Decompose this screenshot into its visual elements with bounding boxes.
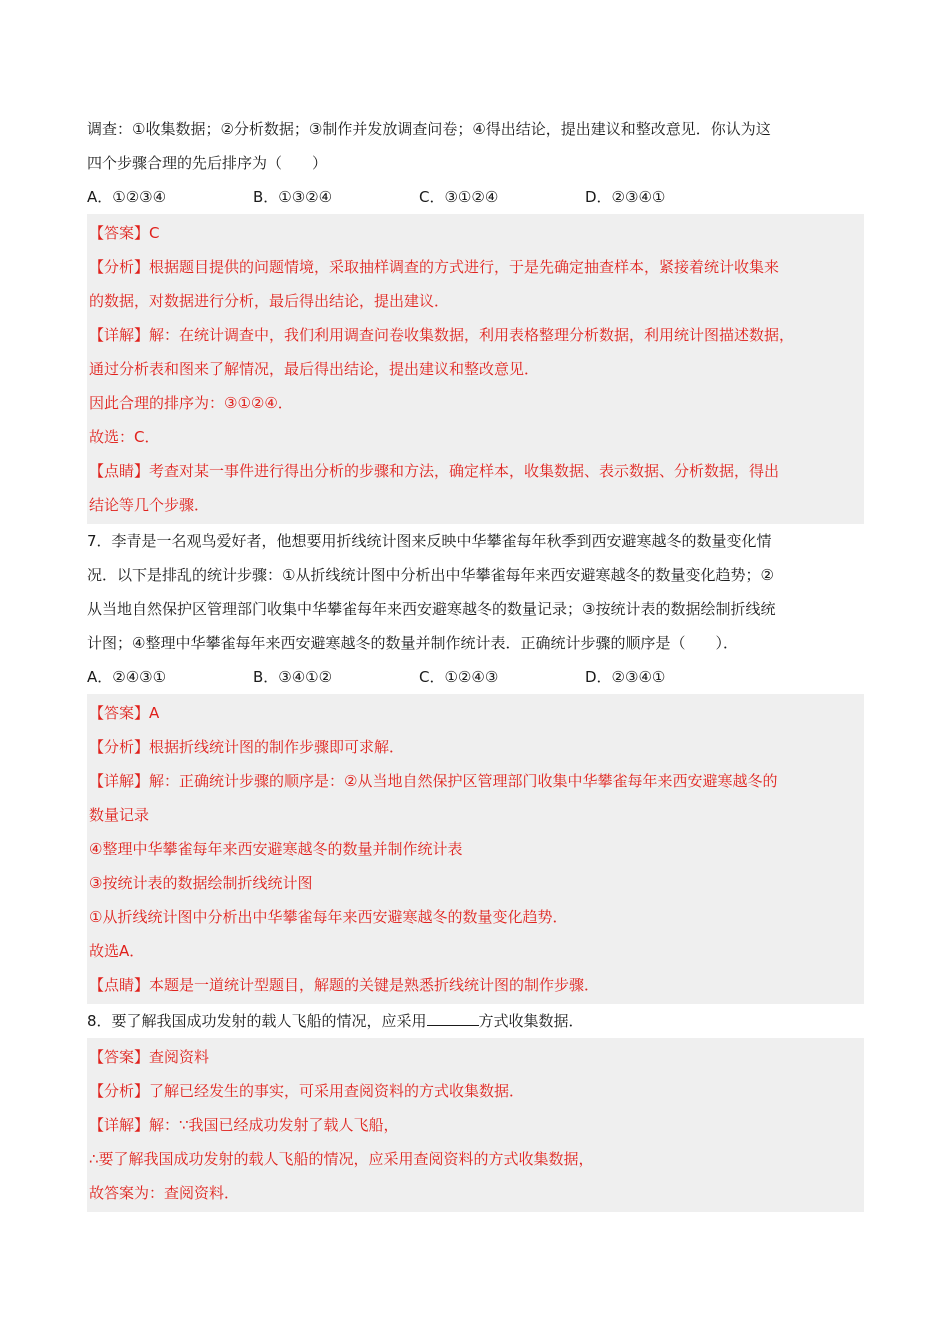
q6-analysis-line1: 【分析】根据题目提供的问题情境，采取抽样调查的方式进行，于是先确定抽查样本，紧接着统计收集来 — [89, 258, 780, 276]
q7-option-b: B．③④①② — [253, 668, 333, 686]
q8-detail-line3: 故答案为：查阅资料． — [89, 1184, 240, 1202]
q7-detail-line6: 故选A． — [89, 942, 145, 960]
q6-option-b: B．①③②④ — [253, 188, 333, 206]
q7-detail-line5: ①从折线统计图中分析出中华攀雀每年来西安避寒越冬的数量变化趋势． — [89, 908, 568, 926]
q6-comment-line1: 【点睛】考查对某一事件进行得出分析的步骤和方法，确定样本，收集数据、表示数据、分析数据，得出 — [89, 462, 780, 480]
q6-stem-line1: 调查：①收集数据；②分析数据；③制作并发放调查问卷；④得出结论，提出建议和整改意见．你认为这 — [87, 120, 771, 138]
q6-comment-line2: 结论等几个步骤． — [89, 496, 210, 514]
q6-option-a: A．①②③④ — [87, 188, 167, 206]
q8-stem-before: 8．要了解我国成功发射的载人飞船的情况，应采用 — [87, 1012, 427, 1030]
q8-stem-after: 方式收集数据． — [478, 1012, 584, 1030]
q6-option-c: C．③①②④ — [419, 188, 499, 206]
q7-options — [87, 660, 864, 694]
q8-stem — [87, 1004, 864, 1038]
q8-answer: 【答案】查阅资料 — [89, 1048, 210, 1066]
q8-solution-box — [87, 1038, 864, 1212]
q7-stem-line3: 从当地自然保护区管理部门收集中华攀雀每年来西安避寒越冬的数量记录；③按统计表的数据绘制折线统 — [87, 600, 776, 618]
q6-stem-line2: 四个步骤合理的先后排序为（ ） — [87, 154, 328, 172]
q6-detail-line4: 故选：C． — [89, 428, 160, 446]
q7-stem-line1: 7．李青是一名观鸟爱好者，他想要用折线统计图来反映中华攀雀每年秋季到西安避寒越冬的数量变化情 — [87, 532, 772, 550]
q7-detail-line4: ③按统计表的数据绘制折线统计图 — [89, 874, 313, 892]
q6-detail-line2: 通过分析表和图来了解情况，最后得出结论，提出建议和整改意见． — [89, 360, 540, 378]
q6-answer: 【答案】C — [89, 224, 160, 242]
q6-options — [87, 180, 864, 214]
q6-detail-line1: 【详解】解：在统计调查中，我们利用调查问卷收集数据，利用表格整理分析数据，利用统计图描述数据， — [89, 326, 795, 344]
q7-detail-line1: 【详解】解：正确统计步骤的顺序是：②从当地自然保护区管理部门收集中华攀雀每年来西安避寒越冬的 — [89, 772, 778, 790]
q7-stem-line4: 计图；④整理中华攀雀每年来西安避寒越冬的数量并制作统计表．正确统计步骤的顺序是（ ）． — [87, 634, 738, 652]
q7-analysis-line1: 【分析】根据折线统计图的制作步骤即可求解． — [89, 738, 405, 756]
q8-answer-blank — [427, 1011, 479, 1026]
q7-comment-line1: 【点睛】本题是一道统计型题目，解题的关键是熟悉折线统计图的制作步骤． — [89, 976, 600, 994]
q6-option-d: D．②③④① — [585, 188, 666, 206]
q8-analysis-line1: 【分析】了解已经发生的事实，可采用查阅资料的方式收集数据． — [89, 1082, 525, 1100]
q7-detail-line3: ④整理中华攀雀每年来西安避寒越冬的数量并制作统计表 — [89, 840, 463, 858]
q7-solution-box — [87, 694, 864, 1004]
q7-option-d: D．②③④① — [585, 668, 666, 686]
q8-detail-line2: ∴要了解我国成功发射的载人飞船的情况，应采用查阅资料的方式收集数据， — [89, 1150, 594, 1168]
q7-option-a: A．②④③① — [87, 668, 167, 686]
q6-analysis-line2: 的数据，对数据进行分析，最后得出结论，提出建议． — [89, 292, 450, 310]
q7-detail-line2: 数量记录 — [89, 806, 150, 824]
q7-stem-line2: 况．以下是排乱的统计步骤：①从折线统计图中分析出中华攀雀每年来西安避寒越冬的数量变化趋势；② — [87, 566, 774, 584]
document-page — [87, 112, 864, 1212]
q6-detail-line3: 因此合理的排序为：③①②④． — [89, 394, 293, 412]
q8-detail-line1: 【详解】解：∵我国已经成功发射了载人飞船， — [89, 1116, 399, 1134]
q6-solution-box — [87, 214, 864, 524]
q7-option-c: C．①②④③ — [419, 668, 499, 686]
q7-answer: 【答案】A — [89, 704, 160, 722]
